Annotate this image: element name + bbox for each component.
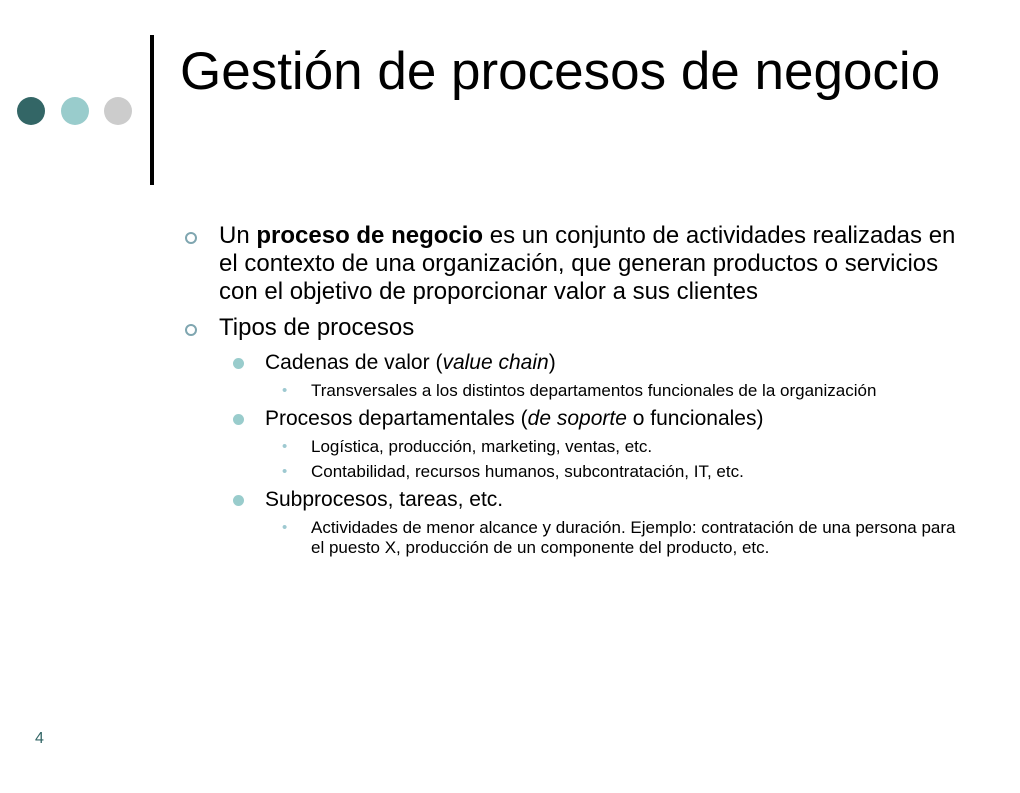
dot-bullet-icon: • bbox=[282, 382, 288, 399]
subprocesses-detail-text: Actividades de menor alcance y duración. Ejemplo: contratación de una persona para el puesto X, producción de un componente del producto, etc. bbox=[311, 518, 956, 557]
teal-dot-icon bbox=[61, 97, 89, 125]
title-divider bbox=[150, 35, 154, 185]
departmental-detail bbox=[182, 437, 962, 457]
ring-bullet-icon bbox=[185, 232, 197, 244]
types-heading: Tipos de procesos bbox=[219, 314, 415, 341]
departmental-suffix: o funcionales) bbox=[626, 407, 764, 430]
departmental-term: de soporte bbox=[527, 407, 627, 430]
circle-bullet-icon bbox=[233, 495, 244, 506]
departmental-detail-text: Contabilidad, recursos humanos, subcontratación, IT, etc. bbox=[311, 462, 744, 481]
subprocesses-detail bbox=[182, 518, 962, 558]
value-chain-item bbox=[182, 350, 962, 375]
value-chain-suffix: ) bbox=[548, 351, 556, 374]
subprocesses-label: Subprocesos, tareas, etc. bbox=[265, 488, 504, 511]
departmental-item bbox=[182, 406, 962, 431]
value-chain-detail-text: Transversales a los distintos departamentos funcionales de la organización bbox=[311, 381, 877, 400]
slide-title: Gestión de procesos de negocio bbox=[180, 42, 941, 101]
dot-bullet-icon: • bbox=[282, 519, 288, 536]
dot-bullet-icon: • bbox=[282, 463, 288, 480]
departmental-prefix: Procesos departamentales ( bbox=[265, 407, 528, 430]
value-chain-detail bbox=[182, 381, 962, 401]
types-heading-item bbox=[182, 314, 962, 342]
departmental-detail bbox=[182, 462, 962, 482]
dark-dot-icon bbox=[17, 97, 45, 125]
subprocesses-item bbox=[182, 487, 962, 512]
ring-bullet-icon bbox=[185, 324, 197, 336]
definition-text: es un conjunto de actividades realizadas en el contexto de una organización, que generan productos o servicios con el objetivo de proporcionar valor a sus clientes bbox=[219, 222, 956, 305]
value-chain-prefix: Cadenas de valor ( bbox=[265, 351, 443, 374]
value-chain-term: value chain bbox=[442, 351, 549, 374]
definition-prefix: Un bbox=[219, 222, 257, 249]
definition-term: proceso de negocio bbox=[256, 222, 484, 249]
circle-bullet-icon bbox=[233, 358, 244, 369]
departmental-detail-text: Logística, producción, marketing, ventas, etc. bbox=[311, 437, 653, 456]
page-number: 4 bbox=[35, 730, 44, 747]
definition-item bbox=[182, 222, 962, 306]
gray-dot-icon bbox=[104, 97, 132, 125]
slide-body bbox=[182, 222, 962, 563]
circle-bullet-icon bbox=[233, 414, 244, 425]
dot-bullet-icon: • bbox=[282, 438, 288, 455]
